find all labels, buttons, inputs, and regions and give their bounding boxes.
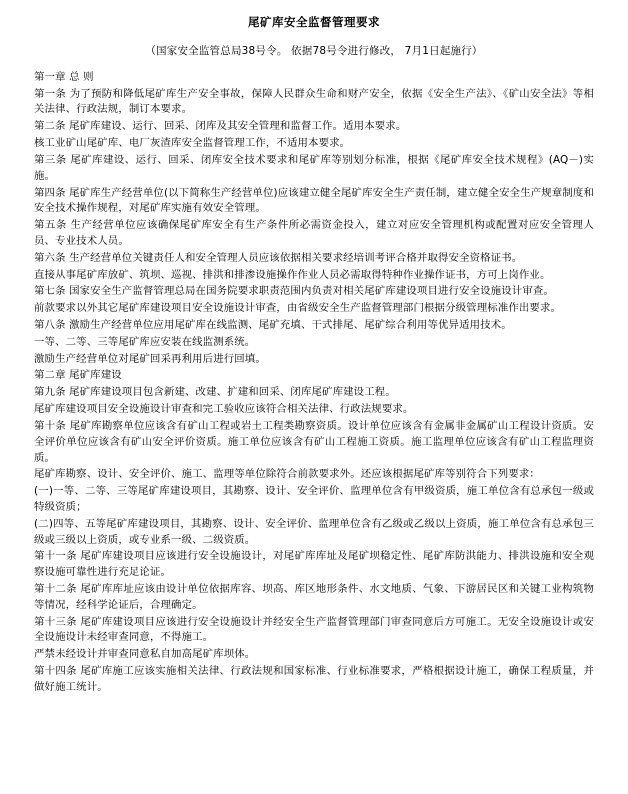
page-title: 尾矿库安全监督管理要求: [248, 15, 380, 29]
document-subtitle: （国家安全监管总局38号令。 依据78号令进行修改， 7月1日起施行）: [145, 45, 483, 58]
paragraph: 第六条 生产经营单位关键责任人和安全管理人员应该依据相关要求经培训考评合格并取得安全资格证书。: [34, 251, 523, 264]
paragraph: 尾矿库建设项目安全设施设计审查和完工验收应该符合相关法律、行政法规要求。: [34, 403, 414, 416]
paragraph: 尾矿库勘察、设计、安全评价、施工、监理等单位除符合前款要求外。还应该根据尾矿库等别符合下列要求：: [34, 468, 540, 481]
paragraph: 核工业矿山尾矿库、电厂灰渣库安全监督管理工作，不适用本要求。: [34, 137, 351, 150]
paragraph: 第五条 生产经营单位应该确保尾矿库安全有生产条件所必需资金投入，建立对应安全管理机构或配置对应安全管理人员、专业技术人员。: [34, 219, 594, 247]
paragraph: (二)四等、五等尾矿库建设项目，其勘察、设计、安全评价、监理单位含有乙级或乙级以上资质，施工单位含有总承包三级或三级以上资质，或专业系一级、二级资质。: [34, 517, 594, 546]
paragraph: 第七条 国家安全生产监督管理总局在国务院要求职责范围内负责对相关尾矿库建设项目进行安全设施设计审查。: [34, 285, 554, 298]
paragraph: 第一章 总 则: [34, 70, 94, 83]
paragraph: 一等、二等、三等尾矿库应安装在线监测系统。: [34, 335, 256, 348]
paragraph: 直接从事尾矿库放矿、筑坝、巡视、排洪和排渗设施操作作业人员必需取得特种作业操作证书，方可上岗作业。: [34, 268, 551, 281]
paragraph: 第十三条 尾矿库建设项目应该进行安全设施设计并经安全生产监督管理部门审查同意后方可施工。无安全设施设计或安全设施设计未经审查同意，不得施工。: [34, 615, 594, 644]
paragraph: 第九条 尾矿库建设项目包含新建、改建、扩建和回采、闭库尾矿库建设工程。: [34, 386, 396, 399]
paragraph: 第八条 激励生产经营单位应用尾矿库在线监测、尾矿充填、干式排尾、尾矿综合利用等优异适用技术。: [34, 319, 512, 332]
paragraph: 第十条 尾矿库勘察单位应该含有矿山工程或岩土工程类勘察资质。设计单位应该含有金属非金属矿山工程设计资质。安全评价单位应该含有矿山安全评价资质。施工单位应该含有矿山工程施工资质。施工监理单位应该含有矿山工程监理资质。: [34, 419, 594, 464]
paragraph: 第十一条 尾矿库建设项目应该进行安全设施设计，对尾矿库库址及尾矿坝稳定性、尾矿库防洪能力、排洪设施和安全观察设施可靠性进行充足论证。: [34, 550, 594, 579]
paragraph: 严禁未经设计并审查同意私自加高尾矿库坝体。: [34, 648, 256, 661]
paragraph: 第一条 为了预防和降低尾矿库生产安全事故，保障人民群众生命和财产安全，依据《安全生产法》、《矿山安全法》等相关法律、行政法规，制订本要求。: [34, 87, 594, 116]
paragraph: 第四条 尾矿库生产经营单位(以下简称生产经营单位)应该建立健全尾矿库安全生产责任制，建立健全安全生产规章制度和安全技术操作规程，对尾矿库实施有效安全管理。: [34, 186, 594, 215]
paragraph: 第十二条 尾矿库库址应该由设计单位依据库容、坝高、库区地形条件、水文地质、气象、下游居民区和关键工业构筑物等情况，经科学论证后，合理确定。: [34, 583, 594, 611]
paragraph: (一)一等、二等、三等尾矿库建设项目，其勘察、设计、安全评价、监理单位含有甲级资质，施工单位含有总承包一级或特级资质；: [34, 485, 594, 513]
paragraph: 激励生产经营单位对尾矿回采再利用后进行回填。: [34, 352, 266, 365]
paragraph: 第二条 尾矿库建设、运行、回采、闭库及其安全管理和监督工作。适用本要求。: [34, 120, 407, 133]
document-body: [34, 70, 594, 696]
paragraph: 第十四条 尾矿库施工应该实施相关法律、行政法规和国家标准、行业标准要求，严格根据设计施工，确保工程质量，并做好施工统计。: [34, 665, 594, 693]
paragraph: 第二章 尾矿库建设: [34, 369, 122, 382]
paragraph: 前款要求以外其它尾矿库建设项目安全设施设计审查，由省级安全生产监督管理部门根据分级管理标准作出要求。: [34, 302, 562, 315]
paragraph: 第三条 尾矿库建设、运行、回采、闭库安全技术要求和尾矿库等别划分标准，根据《尾矿库安全技术规程》(AQ－)实施。: [34, 153, 594, 182]
